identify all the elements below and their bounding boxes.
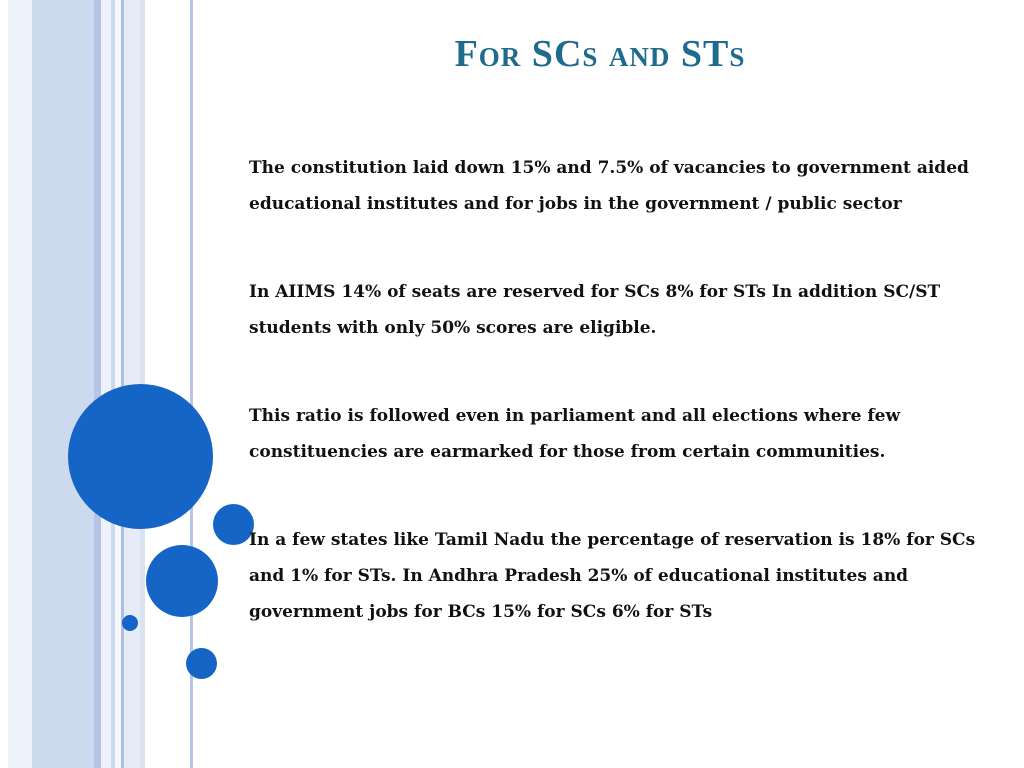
- slide-body: [249, 150, 994, 682]
- decorative-stripe: [94, 0, 101, 768]
- decorative-circle-small: [186, 648, 217, 679]
- paragraph-states: In a few states like Tamil Nadu the percentage of reservation is 18% for SCs and 1% for STs. In Andhra Pradesh 25% of educational institutes and government jobs for BCs 15% for SCs 6% for STs: [249, 530, 976, 622]
- decorative-circle-medium: [146, 545, 218, 617]
- decorative-stripe: [32, 0, 94, 768]
- decorative-stripe: [8, 0, 32, 768]
- paragraph-parliament: This ratio is followed even in parliament and all elections where few constituencies are earmarked for those from certain communities.: [249, 406, 901, 462]
- decorative-circle-tiny: [122, 615, 138, 631]
- paragraph-vacancies: The constitution laid down 15% and 7.5% of vacancies to government aided educational institutes and for jobs in the government / public sector: [249, 158, 969, 214]
- decorative-stripe: [101, 0, 111, 768]
- slide-title: For SCs and STs: [454, 33, 746, 75]
- decorative-circle-small: [213, 504, 254, 545]
- paragraph-aiims: In AIIMS 14% of seats are reserved for SCs 8% for STs In addition SC/ST students with only 50% scores are eligible.: [249, 282, 941, 338]
- decorative-circle-large: [68, 384, 213, 529]
